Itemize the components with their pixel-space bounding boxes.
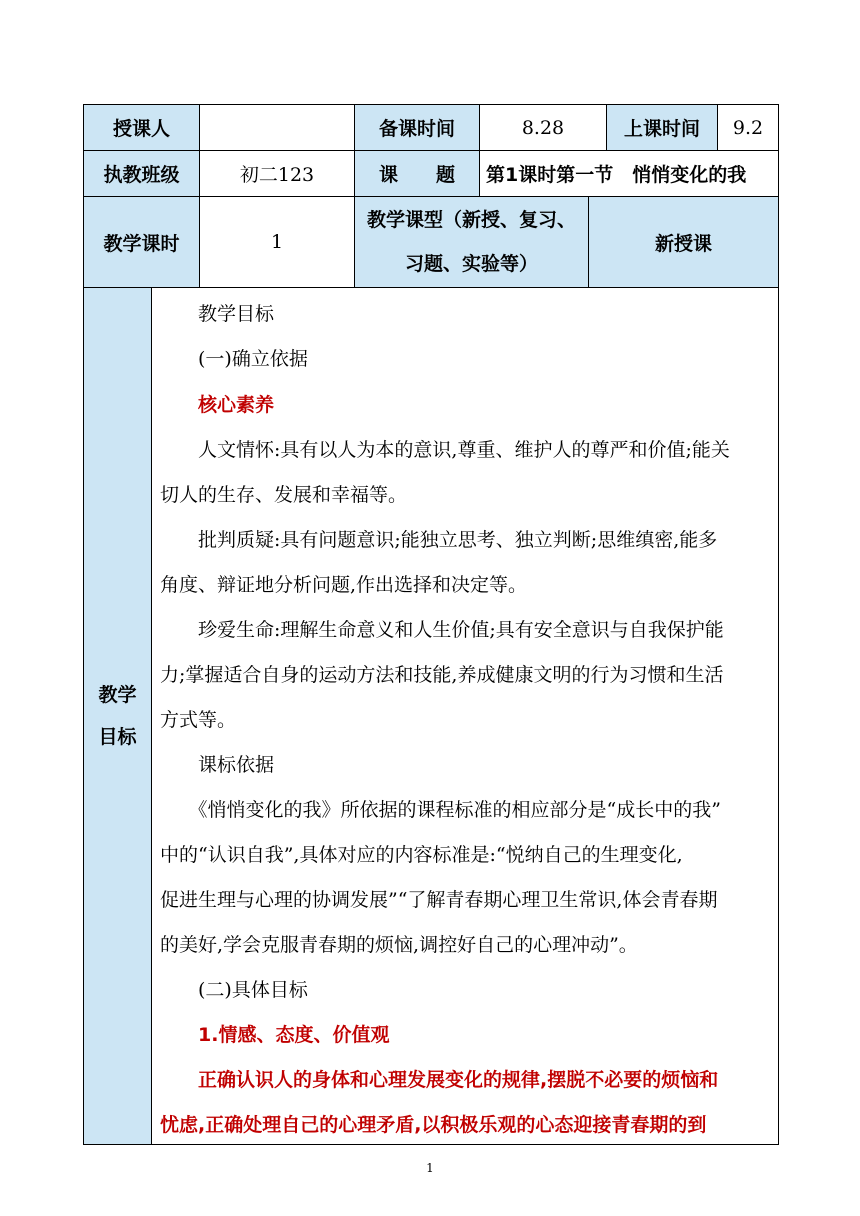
objectives-side-label-line1: 教学 bbox=[98, 684, 137, 706]
page-number: 1 bbox=[426, 1161, 434, 1175]
text-line: 《悄悄变化的我》所依据的课程标准的相应部分是“成长中的我” bbox=[160, 799, 721, 821]
text-line: 方式等。 bbox=[160, 709, 237, 731]
class-time-label: 上课时间 bbox=[606, 104, 718, 151]
prep-time-label: 备课时间 bbox=[354, 104, 480, 151]
text-line: 人文情怀:具有以人为本的意识,尊重、维护人的尊严和价值;能关 bbox=[160, 439, 730, 461]
text-line: 忧虑,正确处理自己的心理矛盾,以积极乐观的心态迎接青春期的到 bbox=[160, 1114, 707, 1136]
objectives-side-label-line2: 目标 bbox=[98, 726, 137, 748]
prep-time-value: 8.28 bbox=[479, 104, 607, 151]
teacher-label: 授课人 bbox=[83, 104, 200, 151]
text-line: 力;掌握适合自身的运动方法和技能,养成健康文明的行为习惯和生活 bbox=[160, 664, 724, 686]
lesson-type-label-line2: 习题、实验等） bbox=[404, 253, 538, 275]
hours-value: 1 bbox=[199, 196, 355, 288]
core-literacy-heading: 核心素养 bbox=[160, 394, 275, 416]
class-label: 执教班级 bbox=[83, 150, 200, 197]
text-line: 中的“认识自我”,具体对应的内容标准是:“悦纳自己的生理变化, bbox=[160, 844, 683, 866]
lesson-type-label bbox=[354, 196, 589, 288]
class-time-value: 9.2 bbox=[717, 104, 779, 151]
basis-heading: (一)确立依据 bbox=[160, 348, 308, 370]
objectives-side-label bbox=[83, 287, 152, 1145]
text-line: 切人的生存、发展和幸福等。 bbox=[160, 484, 408, 506]
objectives-heading: 教学目标 bbox=[160, 303, 275, 325]
class-value: 初二123 bbox=[199, 150, 355, 197]
curriculum-basis-heading: 课标依据 bbox=[160, 754, 275, 776]
emotion-attitude-values-heading: 1.情感、态度、价值观 bbox=[160, 1024, 390, 1046]
lesson-plan-table bbox=[83, 104, 779, 1145]
topic-label: 课 题 bbox=[354, 150, 480, 197]
text-line: 珍爱生命:理解生命意义和人生价值;具有安全意识与自我保护能 bbox=[160, 619, 724, 641]
lesson-type-label-line1: 教学课型（新授、复习、 bbox=[366, 209, 576, 231]
topic-value: 第1课时第一节 悄悄变化的我 bbox=[479, 150, 779, 197]
text-line: 角度、辩证地分析问题,作出选择和决定等。 bbox=[160, 574, 528, 596]
text-line: 促进生理与心理的协调发展”“了解青春期心理卫生常识,体会青春期 bbox=[160, 889, 718, 911]
text-line: 正确认识人的身体和心理发展变化的规律,摆脱不必要的烦恼和 bbox=[160, 1069, 719, 1091]
hours-label: 教学课时 bbox=[83, 196, 200, 288]
text-line: 批判质疑:具有问题意识;能独立思考、独立判断;思维缜密,能多 bbox=[160, 529, 718, 551]
text-line: 的美好,学会克服青春期的烦恼,调控好自己的心理冲动”。 bbox=[160, 934, 638, 956]
objectives-content bbox=[151, 287, 779, 1145]
lesson-type-value: 新授课 bbox=[588, 196, 779, 288]
specific-objectives-heading: (二)具体目标 bbox=[160, 979, 308, 1001]
teacher-value bbox=[199, 104, 355, 151]
